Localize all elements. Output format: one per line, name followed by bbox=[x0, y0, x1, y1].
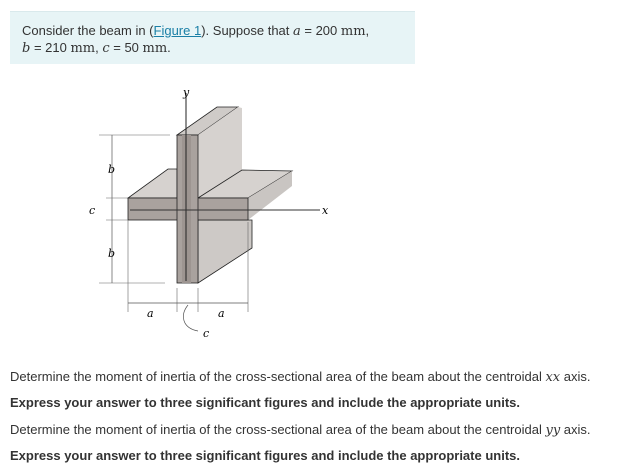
b-value: = 210 bbox=[30, 40, 71, 55]
intro-prefix: Consider the beam in ( bbox=[22, 23, 154, 38]
question-text-end: axis. bbox=[560, 369, 591, 384]
web-side-lower bbox=[198, 220, 252, 283]
axis-yy: yy bbox=[545, 423, 561, 438]
question-text: Determine the moment of inertia of the cross-sectional area of the beam about the centroidal bbox=[10, 422, 546, 437]
intro-middle: ). Suppose that bbox=[201, 23, 293, 38]
dim-label-a-left: a bbox=[147, 307, 154, 320]
question-ixx bbox=[10, 369, 590, 385]
figure-1-link[interactable]: Figure 1 bbox=[153, 23, 202, 38]
instruction-ixx: Express your answer to three significant figures and include the appropriate units. bbox=[10, 395, 520, 410]
period: . bbox=[167, 40, 171, 55]
var-a: a bbox=[293, 24, 301, 39]
dim-label-a-right: a bbox=[218, 307, 225, 320]
flange-top-left bbox=[128, 169, 177, 198]
c-unit: mm bbox=[142, 41, 168, 56]
c-value: = 50 bbox=[109, 40, 143, 55]
y-axis-label: y bbox=[183, 86, 190, 99]
a-value: = 200 bbox=[300, 23, 341, 38]
var-b: b bbox=[22, 41, 31, 56]
comma: , bbox=[95, 40, 103, 55]
problem-statement bbox=[10, 11, 415, 64]
instruction-iyy: Express your answer to three significant figures and include the appropriate units. bbox=[10, 448, 520, 463]
var-c: c bbox=[102, 41, 110, 56]
question-text: Determine the moment of inertia of the cross-sectional area of the beam about the centroidal bbox=[10, 369, 546, 384]
dim-label-c-bottom: c bbox=[203, 327, 210, 340]
question-iyy bbox=[10, 422, 591, 438]
dim-label-b-top: b bbox=[108, 163, 116, 176]
dim-label-c-left: c bbox=[89, 204, 96, 217]
comma: , bbox=[365, 23, 370, 38]
x-axis-label: x bbox=[322, 204, 329, 217]
b-unit: mm bbox=[70, 41, 96, 56]
dim-label-b-bottom: b bbox=[108, 247, 116, 260]
axis-xx: xx bbox=[545, 370, 561, 385]
a-unit: mm bbox=[340, 24, 366, 39]
beam-cross-section-figure bbox=[80, 80, 340, 350]
leader-line-c bbox=[183, 305, 198, 331]
question-text-end: axis. bbox=[560, 422, 591, 437]
